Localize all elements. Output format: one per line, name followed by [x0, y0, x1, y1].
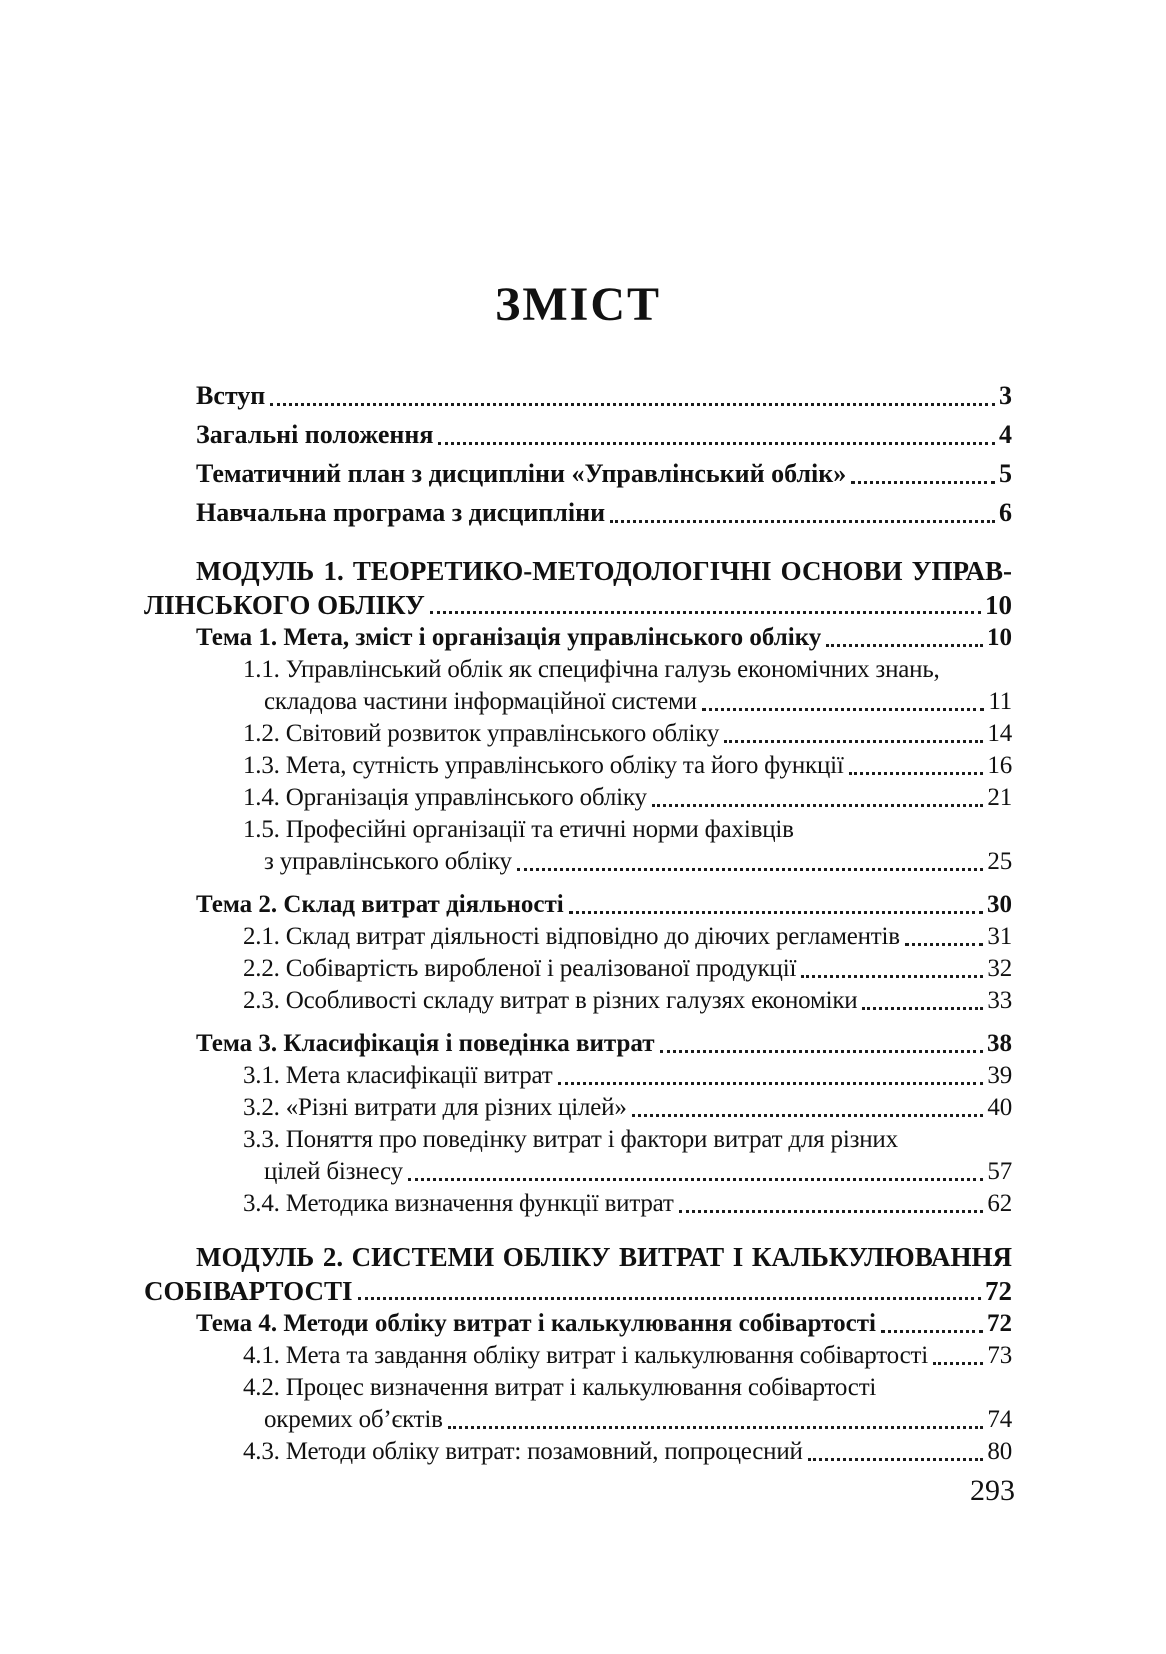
dot-leader — [702, 708, 985, 711]
toc-entry-navchalna-prohrama — [144, 493, 1012, 532]
toc-entry-label: СОБІВАРТОСТІ — [144, 1276, 353, 1306]
toc-entry-label: 3.2. «Різні витрати для різних цілей» — [243, 1094, 627, 1121]
dot-leader — [408, 1178, 984, 1181]
toc-entry-page: 31 — [987, 923, 1012, 950]
dot-leader — [632, 1114, 984, 1117]
toc-entry-4-2-line-1: 4.2. Процес визначення витрат і калькулювання собівартості — [243, 1374, 877, 1401]
toc-entry-page: 5 — [999, 459, 1012, 488]
toc-entry-page: 32 — [987, 955, 1012, 982]
toc-entry-label: Тематичний план з дисципліни «Управлінський облік» — [196, 459, 847, 488]
toc-entry-page: 40 — [987, 1094, 1012, 1121]
toc-entry-tematychnyi-plan — [144, 454, 1012, 493]
toc-entry-label: 3.1. Мета класифікації витрат — [243, 1062, 553, 1089]
toc-entry-tema-3 — [144, 1028, 1012, 1060]
toc-entry-page: 6 — [999, 498, 1012, 527]
toc-entry-1-5-line-1: 1.5. Професійні організації та етичні норми фахівців — [243, 816, 794, 843]
toc-content — [144, 0, 1012, 1468]
toc-entry-2-2 — [144, 953, 1012, 985]
toc-entry-label: Тема 3. Класифікація і поведінка витрат — [196, 1030, 655, 1057]
toc-entry-page: 74 — [987, 1406, 1012, 1433]
dot-leader — [851, 481, 995, 484]
toc-entry-label: 1.2. Світовий розвиток управлінського обліку — [243, 720, 720, 747]
toc-entry-label: Навчальна програма з дисципліни — [196, 498, 606, 527]
dot-leader — [933, 1362, 983, 1365]
toc-entry-3-4 — [144, 1188, 1012, 1220]
toc-entry-label: Тема 2. Склад витрат діяльності — [196, 891, 564, 918]
dot-leader — [905, 943, 984, 946]
toc-entry-page: 73 — [987, 1342, 1012, 1369]
dot-leader — [652, 804, 984, 807]
toc-entry-page: 16 — [987, 752, 1012, 779]
dot-leader — [270, 403, 995, 406]
toc-entry-label: 4.3. Методи обліку витрат: позамовний, попроцесний — [243, 1438, 803, 1465]
dot-leader — [430, 611, 981, 614]
dot-leader — [881, 1330, 983, 1333]
toc-entry-label: Тема 4. Методи обліку витрат і калькулювання собівартості — [196, 1310, 876, 1337]
toc-entry-vstup — [144, 376, 1012, 415]
toc-entry-page: 21 — [987, 784, 1012, 811]
toc-entry-1-4 — [144, 782, 1012, 814]
toc-entry-label: цілей бізнесу — [264, 1158, 403, 1185]
dot-leader — [801, 975, 983, 978]
toc-module-1-line-2 — [144, 588, 1012, 622]
dot-leader — [517, 868, 984, 871]
page-number: 293 — [970, 1474, 1015, 1507]
toc-entry-label: 3.4. Методика визначення функції витрат — [243, 1190, 674, 1217]
toc-entry-page: 80 — [987, 1438, 1012, 1465]
dot-leader — [448, 1426, 984, 1429]
toc-entry-label: Вступ — [196, 381, 266, 410]
toc-entry-label: складова частини інформаційної системи — [264, 688, 697, 715]
toc-entry-page: 33 — [987, 987, 1012, 1014]
toc-entry-tema-4 — [144, 1308, 1012, 1340]
toc-entry-1-1-line-2 — [144, 686, 1012, 718]
toc-entry-3-1 — [144, 1060, 1012, 1092]
toc-entry-tema-1 — [144, 622, 1012, 654]
toc-entry-label: 2.3. Особливості складу витрат в різних галузях економіки — [243, 987, 858, 1014]
toc-entry-page: 72 — [985, 1276, 1012, 1306]
toc-entry-2-1 — [144, 921, 1012, 953]
dot-leader — [808, 1458, 984, 1461]
toc-entry-page: 62 — [987, 1190, 1012, 1217]
dot-leader — [558, 1082, 984, 1085]
toc-entry-page: 39 — [987, 1062, 1012, 1089]
toc-entry-1-3 — [144, 750, 1012, 782]
dot-leader — [826, 644, 983, 647]
toc-entry-4-1 — [144, 1340, 1012, 1372]
toc-entry-page: 4 — [999, 420, 1012, 449]
toc-entry-1-5-line-2 — [144, 846, 1012, 878]
dot-leader — [569, 911, 983, 914]
toc-entry-label: 1.4. Організація управлінського обліку — [243, 784, 647, 811]
toc-entry-page: 10 — [987, 624, 1012, 651]
toc-entry-label: ЛІНСЬКОГО ОБЛІКУ — [144, 590, 425, 620]
dot-leader — [724, 740, 983, 743]
toc-entry-label: окремих об’єктів — [264, 1406, 443, 1433]
dot-leader — [679, 1210, 984, 1213]
toc-entry-page: 38 — [987, 1030, 1012, 1057]
toc-entry-label: з управлінського обліку — [264, 848, 512, 875]
toc-entry-3-3-line-2 — [144, 1156, 1012, 1188]
table-of-contents — [144, 376, 1012, 1468]
toc-module-2-line-1: МОДУЛЬ 2. СИСТЕМИ ОБЛІКУ ВИТРАТ І КАЛЬКУЛЮВАННЯ — [196, 1242, 1012, 1272]
toc-entry-1-2 — [144, 718, 1012, 750]
toc-entry-label: 4.1. Мета та завдання обліку витрат і калькулювання собівартості — [243, 1342, 928, 1369]
dot-leader — [660, 1050, 983, 1053]
dot-leader — [862, 1007, 983, 1010]
toc-module-1-line-1: МОДУЛЬ 1. ТЕОРЕТИКО-МЕТОДОЛОГІЧНІ ОСНОВИ УПРАВ- — [196, 556, 1012, 586]
dot-leader — [358, 1297, 982, 1300]
toc-entry-3-3-line-1: 3.3. Поняття про поведінку витрат і фактори витрат для різних — [243, 1126, 898, 1153]
toc-entry-4-3 — [144, 1436, 1012, 1468]
dot-leader — [610, 520, 995, 523]
toc-entry-label: 2.2. Собівартість виробленої і реалізованої продукції — [243, 955, 797, 982]
toc-entry-page: 25 — [987, 848, 1012, 875]
toc-entry-page: 11 — [988, 688, 1012, 715]
page-title: ЗМІСТ — [495, 278, 661, 331]
toc-entry-2-3 — [144, 985, 1012, 1017]
toc-entry-page: 10 — [985, 590, 1012, 620]
toc-entry-page: 3 — [999, 381, 1012, 410]
toc-entry-4-2-line-2 — [144, 1404, 1012, 1436]
toc-entry-label: Загальні положення — [196, 420, 434, 449]
toc-entry-3-2 — [144, 1092, 1012, 1124]
toc-entry-page: 30 — [987, 891, 1012, 918]
toc-module-2-line-2 — [144, 1274, 1012, 1308]
dot-leader — [438, 442, 995, 445]
toc-entry-page: 14 — [987, 720, 1012, 747]
toc-entry-label: 2.1. Склад витрат діяльності відповідно до діючих регламентів — [243, 923, 900, 950]
toc-entry-tema-2 — [144, 889, 1012, 921]
toc-entry-page: 57 — [987, 1158, 1012, 1185]
toc-entry-page: 72 — [987, 1310, 1012, 1337]
toc-entry-label: 1.3. Мета, сутність управлінського обліку та його функції — [243, 752, 844, 779]
toc-entry-label: Тема 1. Мета, зміст і організація управлінського обліку — [196, 624, 822, 651]
dot-leader — [849, 772, 984, 775]
toc-entry-1-1-line-1: 1.1. Управлінський облік як специфічна галузь економічних знань, — [243, 656, 940, 683]
toc-entry-zahalni-polozhennia — [144, 415, 1012, 454]
